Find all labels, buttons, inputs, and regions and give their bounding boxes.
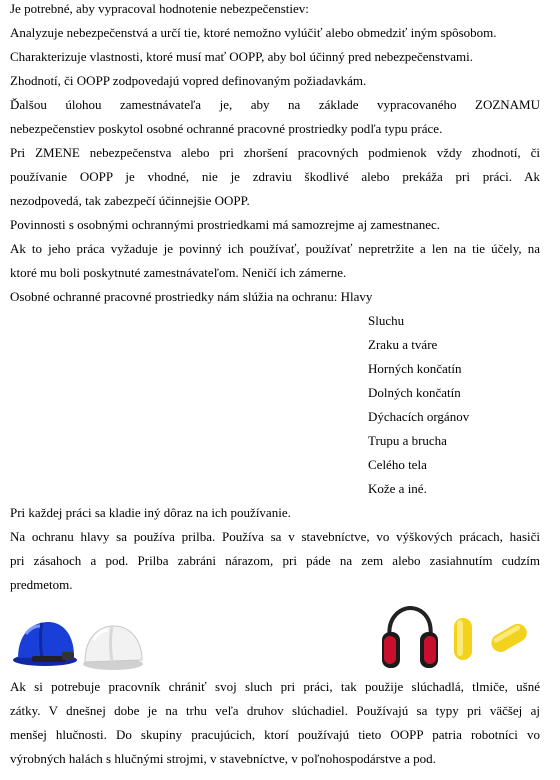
- hard-hat-blue-icon: [12, 618, 78, 668]
- paragraph-obligation-line2: ktoré mu boli poskytnuté zamestnávateľom. Neničí ich zámerne.: [10, 265, 347, 280]
- paragraph-helmet-line3: predmetom.: [10, 577, 73, 592]
- paragraph-employer-line1: Ďalšou úlohou zamestnávateľa je, aby na základe vypracovaného ZOZNAMU: [10, 97, 540, 112]
- paragraph-evaluate: Zhodnotí, či OOPP zodpovedajú vopred definovaným požiadavkám.: [10, 73, 367, 88]
- paragraph-helmet-line2: pri zásahoch a pod. Prilba zabráni nárazom, pri páde na zem alebo zasiahnutím cudzím: [10, 553, 540, 568]
- paragraph-hearing-line3: menšej hlučnosti. Do skupiny pracujúcich, ktorí používajú tieto OOPP patria robotníci vo: [10, 727, 540, 742]
- earmuffs-icon: [378, 604, 442, 672]
- paragraph-intro: Je potrebné, aby vypracoval hodnotenie nebezpečenstiev:: [10, 1, 309, 16]
- protection-list-item: Dýchacích orgánov: [368, 409, 470, 424]
- earplugs-icon: [448, 614, 544, 664]
- protection-list-item: Celého tela: [368, 457, 427, 472]
- protection-list-item: Horných končatín: [368, 361, 462, 376]
- paragraph-employee-duties: Povinnosti s osobnými ochrannými prostriedkami má samozrejme aj zamestnanec.: [10, 217, 440, 232]
- paragraph-hearing-line2: zátky. V dnešnej dobe je na trhu veľa druhov slúchadiel. Používajú sa typy pri väčšej aj: [10, 703, 540, 718]
- paragraph-protection-lead: Osobné ochranné pracovné prostriedky nám slúžia na ochranu: Hlavy: [10, 289, 373, 304]
- paragraph-helmet-line1: Na ochranu hlavy sa používa prilba. Používa sa v stavebníctve, vo výškových prácach, hasiči: [10, 529, 540, 544]
- paragraph-analyze: Analyzuje nebezpečenstvá a určí tie, ktoré nemožno vylúčiť alebo obmedziť iným spôsobom.: [10, 25, 497, 40]
- protection-list-item: Dolných končatín: [368, 385, 461, 400]
- paragraph-change-line2: používanie OOPP je vhodné, nie je zdraviu škodlivé alebo prekáža pri práci. Ak: [10, 169, 540, 184]
- paragraph-emphasis: Pri každej práci sa kladie iný dôraz na ich používanie.: [10, 505, 291, 520]
- protection-list-item: Zraku a tváre: [368, 337, 438, 352]
- paragraph-change-line1: Pri ZMENE nebezpečenstva alebo pri zhoršení pracovných podmienok vždy zhodnotí, či: [10, 145, 540, 160]
- paragraph-characterize: Charakterizuje vlastnosti, ktoré musí mať OOPP, aby bol účinný pred nebezpečenstvami.: [10, 49, 473, 64]
- paragraph-hearing-line4: výrobných halách s hlučnými strojmi, v stavebníctve, v poľnohospodárstve a pod.: [10, 751, 436, 766]
- protection-list-item: Trupu a brucha: [368, 433, 447, 448]
- paragraph-hearing-line1: Ak si potrebuje pracovník chrániť svoj sluch pri práci, tak použije slúchadlá, tlmiče, ušné: [10, 679, 540, 694]
- protection-list-item: Sluchu: [368, 313, 405, 328]
- protection-list-item: Kože a iné.: [368, 481, 427, 496]
- paragraph-employer-line2: nebezpečenstiev poskytol osobné ochranné pracovné prostriedky podľa typu práce.: [10, 121, 443, 136]
- paragraph-obligation-line1: Ak to jeho práca vyžaduje je povinný ich používať, používať nepretržite a len na tie účely, na: [10, 241, 540, 256]
- hard-hat-white-icon: [80, 620, 146, 672]
- paragraph-change-line3: nezodpovedá, tak zabezpečí účinnejšie OOPP.: [10, 193, 250, 208]
